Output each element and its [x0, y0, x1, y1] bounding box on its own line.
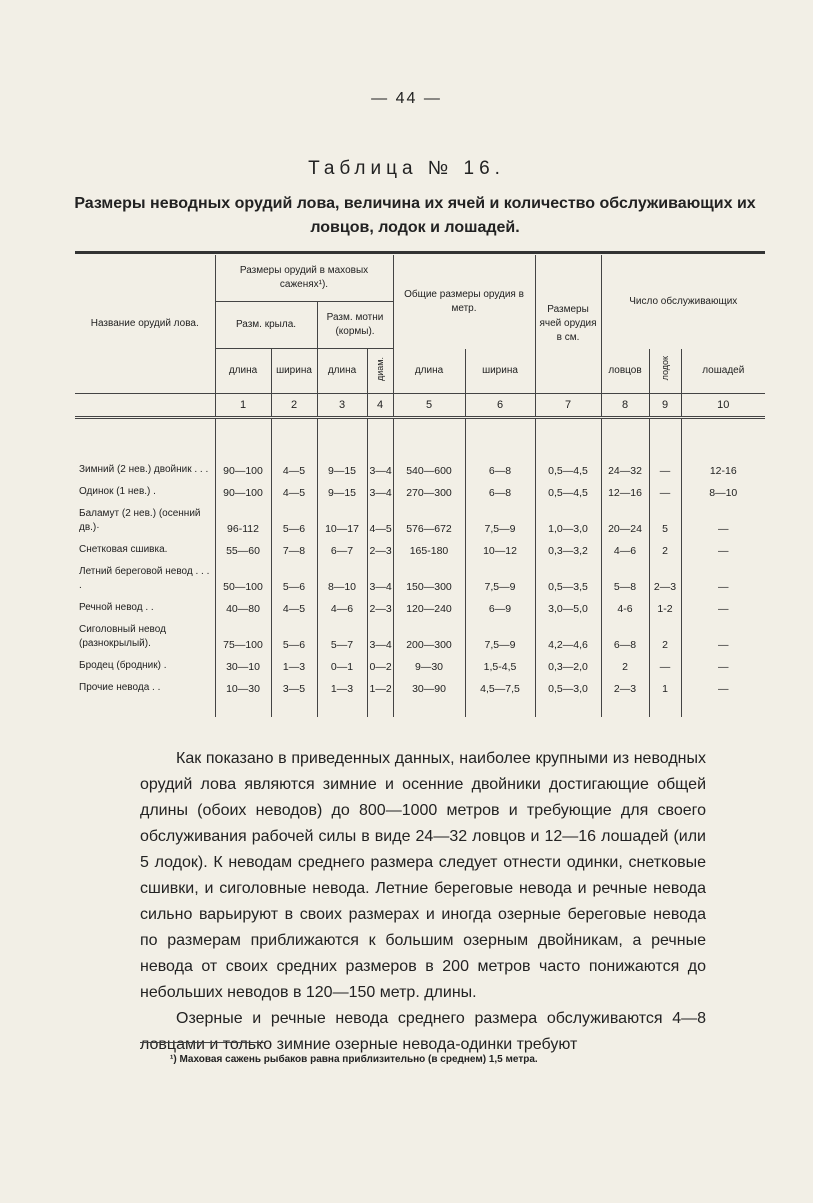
table-cell: 6—8	[601, 615, 649, 651]
header-bag: Разм. мотни (кормы).	[317, 302, 393, 349]
table-cell: 2—3	[367, 593, 393, 615]
table-cell: —	[681, 557, 765, 593]
table-cell: —	[681, 593, 765, 615]
header-bag-diam	[367, 349, 393, 394]
table-cell: 150—300	[393, 557, 465, 593]
table-cell: 8—10	[681, 477, 765, 499]
table-cell: —	[681, 499, 765, 535]
table-cell: 6—9	[465, 593, 535, 615]
table-cell: 4—5	[367, 499, 393, 535]
row-name-cell: Одинок (1 нев.) .	[79, 486, 156, 497]
table-cell: 10—12	[465, 535, 535, 557]
table-cell: 90—100	[215, 477, 271, 499]
row-name-cell: Бродец (бродник) .	[79, 660, 167, 671]
table-cell: 55—60	[215, 535, 271, 557]
table-caption: Размеры неводных орудий лова, величина их ячей и количество обслуживающих их ловцов, лодок и лошадей.	[74, 195, 756, 236]
header-wing-width: ширина	[271, 349, 317, 394]
table-cell: 9—30	[393, 651, 465, 673]
table-cell: 0—1	[317, 651, 367, 673]
colnum: 6	[465, 394, 535, 418]
row-name-cell: Зимний (2 нев.) двойник . . .	[79, 464, 209, 475]
table-cell: 7,5—9	[465, 499, 535, 535]
table-cell: 20—24	[601, 499, 649, 535]
table-cell: —	[681, 651, 765, 673]
table-cell: 1—3	[317, 673, 367, 695]
paragraph: Как показано в приведенных данных, наиболее крупными из неводных орудий лова являются зимние и осенние двойники достигающие общей длины (обоих неводов) до 800—1000 метров и требующие для своего обслуживания рабочей силы в виде 24—32 ловцов и 12—16 лошадей (или 5 лодок). К неводам среднего размера следует отнести одинки, снетковые сшивки, и сиголовные невода. Летние береговые невода и речные невода сильно варьируют в своих размерах и иногда озерные береговые невода по размерам приближаются к большим озерным двойникам, а речные невода от своих средних размеров в 200 метров часто понижаются до небольших неводов в 120—150 метр. длины.	[140, 750, 706, 1001]
header-horses: лошадей	[681, 349, 765, 394]
table-cell: 4,5—7,5	[465, 673, 535, 695]
table-title: Таблица № 16.	[308, 158, 505, 179]
table-cell: 540—600	[393, 441, 465, 477]
table-cell: 1,0—3,0	[535, 499, 601, 535]
colnum: 3	[317, 394, 367, 418]
table-cell: —	[681, 673, 765, 695]
table-cell: —	[649, 477, 681, 499]
header-crew: Число обслуживающих	[601, 255, 765, 349]
table-cell: 2—3	[601, 673, 649, 695]
table-cell: 0,3—3,2	[535, 535, 601, 557]
table-cell: 120—240	[393, 593, 465, 615]
table-cell: 3—5	[271, 673, 317, 695]
data-table	[75, 255, 765, 717]
table-cell: 3,0—5,0	[535, 593, 601, 615]
paragraph: Озерные и речные невода среднего размера обслуживаются 4—8 ловцами и только зимние озерные невода-одинки требуют	[140, 1010, 706, 1053]
table-cell: 40—80	[215, 593, 271, 615]
row-name-cell: Снетковая сшивка.	[79, 544, 168, 555]
table-cell: 5—6	[271, 499, 317, 535]
table-cell: 4,2—4,6	[535, 615, 601, 651]
table-cell: 7—8	[271, 535, 317, 557]
table-cell: 3—4	[367, 441, 393, 477]
table-row	[75, 557, 765, 593]
footnote-rule	[140, 1042, 265, 1043]
table-cell: 9—15	[317, 477, 367, 499]
table-cell: 1,5-4,5	[465, 651, 535, 673]
row-name-cell: Сиголовный невод (разнокрылый).	[79, 624, 166, 649]
row-name-cell: Летний береговой невод . . . .	[79, 566, 210, 591]
table-cell: 270—300	[393, 477, 465, 499]
table-cell: 12—16	[601, 477, 649, 499]
table-cell: 200—300	[393, 615, 465, 651]
table-cell: 4—6	[317, 593, 367, 615]
table-cell: —	[649, 441, 681, 477]
row-name-cell: Баламут (2 нев.) (осенний дв.)·	[79, 508, 201, 533]
colnum: 5	[393, 394, 465, 418]
table-cell: 6—8	[465, 441, 535, 477]
table-row	[75, 499, 765, 535]
body-text	[140, 746, 706, 1058]
table-cell: 8—10	[317, 557, 367, 593]
table-cell: 50—100	[215, 557, 271, 593]
table-cell: 1	[649, 673, 681, 695]
table-top-rule	[75, 251, 765, 254]
header-total-length: длина	[393, 349, 465, 394]
table-cell: 5—6	[271, 615, 317, 651]
header-fishers: ловцов	[601, 349, 649, 394]
header-wing: Разм. крыла.	[215, 302, 317, 349]
table-cell: 5—6	[271, 557, 317, 593]
table-cell: 2	[649, 615, 681, 651]
table-cell: 0,5—4,5	[535, 441, 601, 477]
table-row	[75, 535, 765, 557]
table-cell: 3—4	[367, 477, 393, 499]
header-wing-length: длина	[215, 349, 271, 394]
table-cell: 96-112	[215, 499, 271, 535]
table-cell: 10—30	[215, 673, 271, 695]
table-row	[75, 593, 765, 615]
table-cell: 1-2	[649, 593, 681, 615]
row-name-cell: Речной невод . .	[79, 602, 154, 613]
table-cell: 0,5—3,5	[535, 557, 601, 593]
table-row	[75, 615, 765, 651]
colnum: 9	[649, 394, 681, 418]
header-name: Название орудий лова.	[90, 318, 199, 329]
table-cell: 2	[601, 651, 649, 673]
footnote: ¹) Маховая сажень рыбаков равна приблизительно (в среднем) 1,5 метра.	[170, 1054, 538, 1065]
table-cell: 3—4	[367, 557, 393, 593]
header-bag-length: длина	[317, 349, 367, 394]
table-cell: —	[681, 615, 765, 651]
table-cell: 4—5	[271, 593, 317, 615]
table-cell: 1—3	[271, 651, 317, 673]
table-cell: 6—7	[317, 535, 367, 557]
colnum: 8	[601, 394, 649, 418]
header-mesh: Размеры ячей орудия в см.	[535, 255, 601, 394]
table-cell: 90—100	[215, 441, 271, 477]
table-cell: 10—17	[317, 499, 367, 535]
page-number: — 44 —	[371, 90, 442, 107]
table-cell: 4—5	[271, 477, 317, 499]
table-cell: 30—10	[215, 651, 271, 673]
header-total-width: ширина	[465, 349, 535, 394]
table-cell: 4-6	[601, 593, 649, 615]
colnum: 2	[271, 394, 317, 418]
table-cell: 5—8	[601, 557, 649, 593]
header-boats-label: лодок	[660, 356, 671, 381]
table-cell: 1—2	[367, 673, 393, 695]
table-cell: 30—90	[393, 673, 465, 695]
table-cell: 576—672	[393, 499, 465, 535]
header-total-meters: Общие размеры орудия в метр.	[393, 255, 535, 349]
table-cell: 2	[649, 535, 681, 557]
colnum: 1	[215, 394, 271, 418]
table-cell: —	[649, 651, 681, 673]
table-cell: 4—6	[601, 535, 649, 557]
colnum: 7	[535, 394, 601, 418]
table-cell: 6—8	[465, 477, 535, 499]
table-cell: 24—32	[601, 441, 649, 477]
table-cell: 0,5—3,0	[535, 673, 601, 695]
table-cell: 0,3—2,0	[535, 651, 601, 673]
table-row	[75, 441, 765, 477]
header-boats	[649, 349, 681, 394]
colnum-empty	[75, 394, 215, 418]
table-cell: 0,5—4,5	[535, 477, 601, 499]
table-cell: 0—2	[367, 651, 393, 673]
table-cell: 7,5—9	[465, 557, 535, 593]
colnum: 10	[681, 394, 765, 418]
table-cell: 2—3	[367, 535, 393, 557]
table-cell: 12-16	[681, 441, 765, 477]
table-row	[75, 477, 765, 499]
table-cell: 7,5—9	[465, 615, 535, 651]
table-cell: 75—100	[215, 615, 271, 651]
table-cell: —	[681, 535, 765, 557]
table-row	[75, 673, 765, 695]
table-cell: 5	[649, 499, 681, 535]
row-name-cell: Прочие невода . .	[79, 682, 161, 693]
table-cell: 4—5	[271, 441, 317, 477]
table-cell: 2—3	[649, 557, 681, 593]
table-cell: 3—4	[367, 615, 393, 651]
table-cell: 5—7	[317, 615, 367, 651]
table-cell: 9—15	[317, 441, 367, 477]
colnum: 4	[367, 394, 393, 418]
table-row	[75, 651, 765, 673]
header-sizes-fathoms: Размеры орудий в маховых саженях¹).	[215, 255, 393, 302]
table-cell: 165-180	[393, 535, 465, 557]
header-bag-diam-label: диам.	[375, 356, 385, 381]
